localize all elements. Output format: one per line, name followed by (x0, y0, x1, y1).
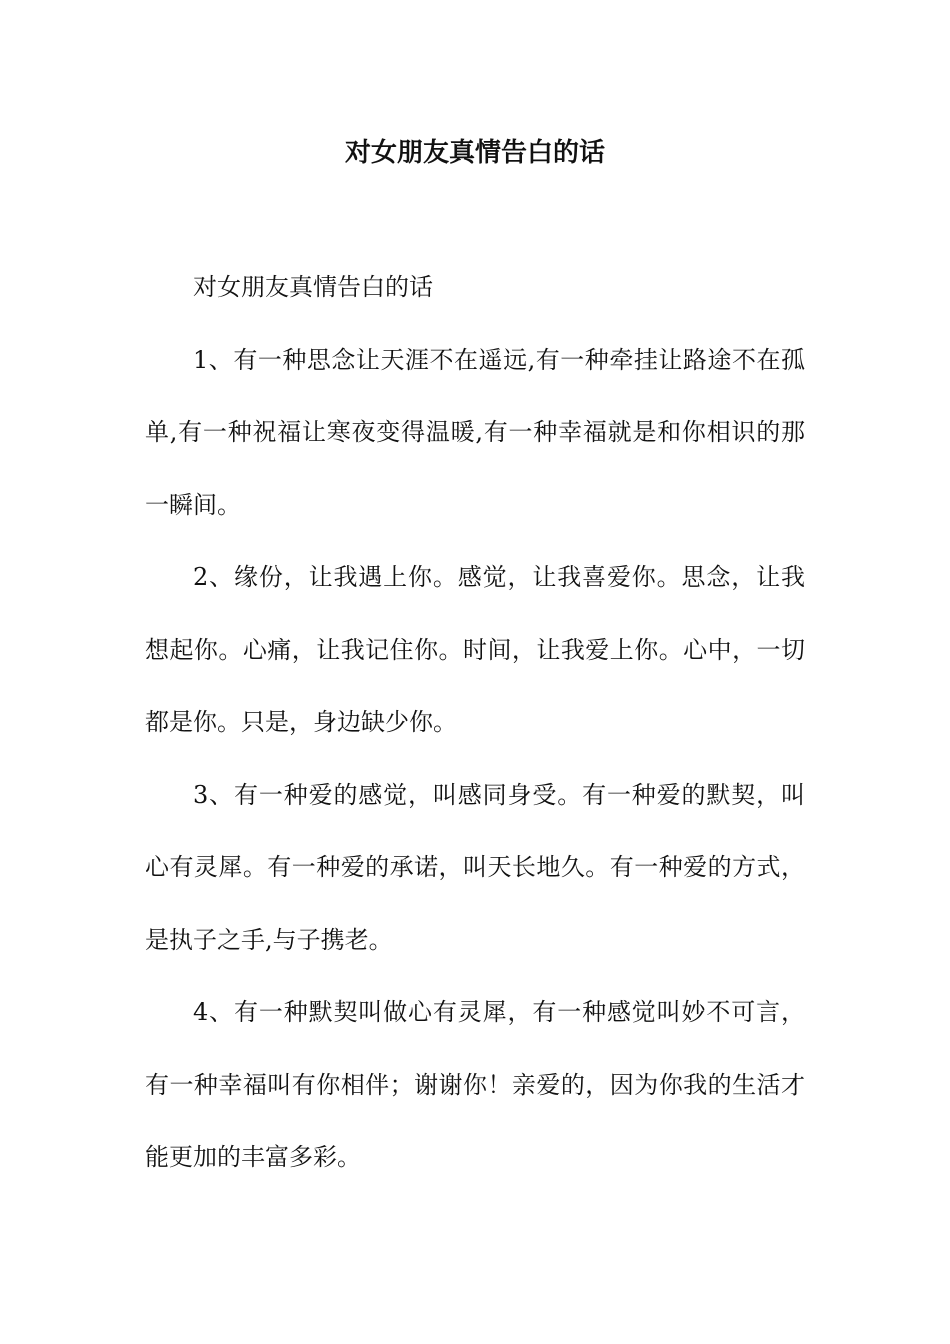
paragraph-3: 3、有一种爱的感觉，叫感同身受。有一种爱的默契，叫心有灵犀。有一种爱的承诺，叫天长地久。有一种爱的方式，是执子之手,与子携老。 (145, 780, 805, 954)
paragraph-2: 2、缘份，让我遇上你。感觉，让我喜爱你。思念，让我想起你。心痛，让我记住你。时间，让我爱上你。心中，一切都是你。只是，身边缺少你。 (145, 563, 805, 736)
paragraph-heading: 对女朋友真情告白的话 (193, 273, 433, 301)
paragraph-1: 1、有一种思念让天涯不在遥远,有一种牵挂让路途不在孤单,有一种祝福让寒夜变得温暖,有一种幸福就是和你相识的那一瞬间。 (145, 345, 805, 519)
paragraph-4: 4、有一种默契叫做心有灵犀，有一种感觉叫妙不可言，有一种幸福叫有你相伴；谢谢你！亲爱的，因为你我的生活才能更加的丰富多彩。 (145, 998, 805, 1171)
document-title: 对女朋友真情告白的话 (344, 138, 605, 168)
document-body (145, 251, 805, 1194)
